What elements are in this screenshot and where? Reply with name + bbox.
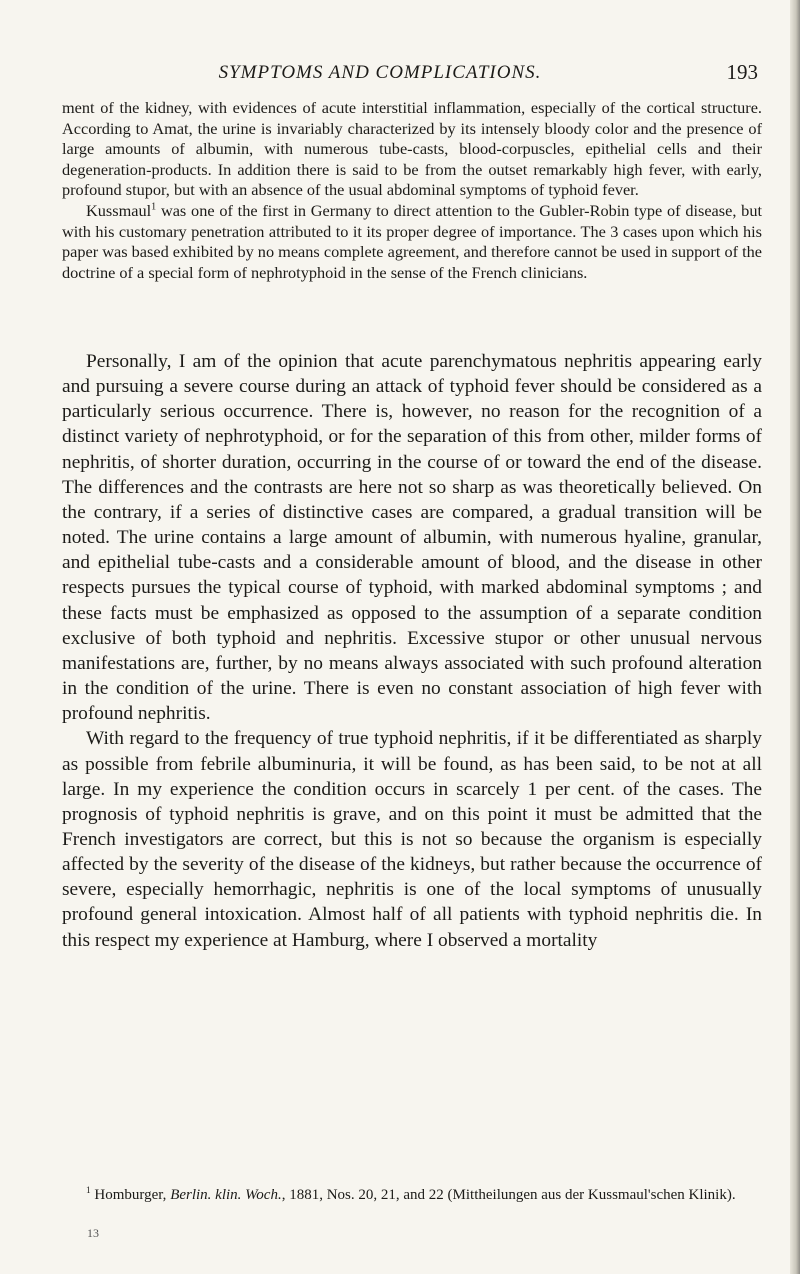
footnote-reference: 1 bbox=[151, 201, 157, 213]
footnote bbox=[62, 1185, 762, 1205]
page-number: 193 bbox=[726, 60, 758, 84]
page-header bbox=[60, 46, 760, 84]
kussmaul-name: Kussmaul bbox=[86, 200, 152, 220]
signature-mark: 13 bbox=[87, 1226, 99, 1240]
footnote-citation: , 1881, Nos. 20, 21, and 22 (Mittheilungen aus der Kussmaul'schen Klinik). bbox=[281, 1187, 736, 1203]
footnote-author: Homburger, bbox=[90, 1187, 171, 1203]
body-paragraph-1: Personally, I am of the opinion that acute parenchymatous nephritis appearing early and pursuing a severe course during an attack of typhoid fever should be considered as a particularly serious occurrence. There is, however, no reason for the recognition of a distinct variety of nephrotyphoid, or for the separation of this from other, milder forms of nephritis, of shorter duration, occurring in the course of or toward the end of the disease. The differences and the contrasts are here not so sharp as was theoretically believed. On the contrary, if a series of distinctive cases are compared, a gradual transition will be noted. The urine contains a large amount of albumin, with numerous hyaline, granular, and epithelial tube-casts and a considerable amount of blood, and the disease in other respects pursues the typical course of typhoid, with marked abdominal symptoms ; and these facts must be emphasized as opposed to the assumption of a separate condition exclusive of both typhoid and nephritis. Excessive stupor or other unusual nervous manifestations are, further, by no means always associated with such profound alteration in the condition of the urine. There is even no constant association of high fever with profound nephritis. bbox=[62, 351, 762, 725]
intro-paragraph-1: ment of the kidney, with evidences of acute interstitial inflammation, especially of the cortical structure. According to Amat, the urine is invariably characterized by its intensely bloody color and the presence of large amounts of albumin, with numerous tube-casts, blood-corpuscles, epithelial cells and their degeneration-products. In addition there is said to be from the outset remarkably high fever, with early, profound stupor, but with an absence of the usual abdominal symptoms of typhoid fever. bbox=[62, 98, 762, 200]
intro-paragraph-2 bbox=[62, 201, 762, 283]
main-text bbox=[62, 349, 762, 953]
body-paragraph-2: With regard to the frequency of true typhoid nephritis, if it be differentiated as sharply as possible from febrile albuminuria, it will be found, as has been said, to be not at all large. In my experience the condition occurs in scarcely 1 per cent. of the cases. The prognosis of typhoid nephritis is grave, and on this point it must be admitted that the French investigators are correct, but this is not so because the organism is especially affected by the severity of the disease of the kidneys, but rather because the occurrence of severe, especially hemorrhagic, nephritis is one of the local symptoms of unusually profound general intoxication. Almost half of all patients with typhoid nephritis die. In this respect my experience at Hamburg, where I observed a mortality bbox=[62, 728, 762, 951]
running-head: SYMPTOMS AND COMPLICATIONS. bbox=[218, 62, 542, 83]
footnote-marker: 1 bbox=[86, 1186, 91, 1196]
intro-section bbox=[62, 98, 762, 283]
page-edge bbox=[790, 0, 800, 1274]
footnote-journal: Berlin. klin. Woch. bbox=[170, 1187, 282, 1203]
intro-paragraph-2-text: was one of the first in Germany to direct attention to the Gubler-Robin type of disease, but with his customary penetration attributed to it its proper degree of importance. The 3 cases upon which his paper was based exhibited by no means complete agreement, and therefore cannot be used in support of the doctrine of a special form of nephrotyphoid in the sense of the French clinicians. bbox=[62, 200, 762, 282]
